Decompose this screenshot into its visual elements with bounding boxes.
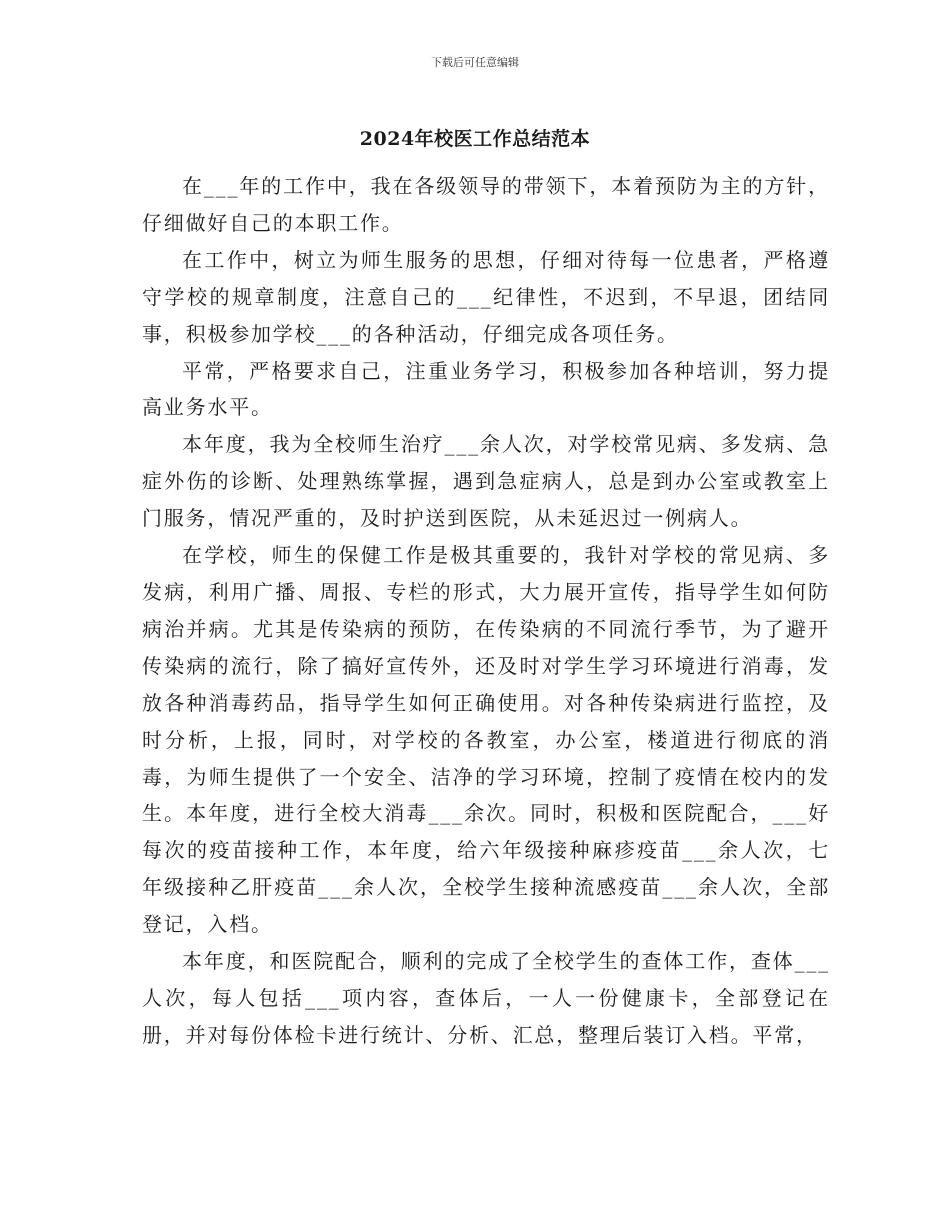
document-title: 2024年校医工作总结范本 (359, 128, 591, 150)
paragraph-6: 本年度，和医院配合，顺利的完成了全校学生的查体工作，查体___人次，每人包括___项内容，查体后，一人一份健康卡，全部登记在册，并对每份体检卡进行统计、分析、汇总，整理后装订入档。平常， (142, 949, 830, 1047)
paragraph-2: 在工作中，树立为师生服务的思想，仔细对待每一位患者，严格遵守学校的规章制度，注意自己的___纪律性，不迟到，不早退，团结同事，积极参加学校___的各种活动，仔细完成各项任务。 (142, 247, 830, 346)
paragraph-1: 在___年的工作中，我在各级领导的带领下，本着预防为主的方针，仔细做好自己的本职工作。 (142, 174, 830, 235)
paragraph-5: 在学校，师生的保健工作是极其重要的，我针对学校的常见病、多发病，利用广播、周报、专栏的形式，大力展开宣传，指导学生如何防病治并病。尤其是传染病的预防，在传染病的不同流行季节，为了避开传染病的流行，除了搞好宣传外，还及时对学生学习环境进行消毒，发放各种消毒药品，指导学生如何正确使用。对各种传染病进行监控，及时分析，上报，同时，对学校的各教室，办公室，楼道进行彻底的消毒，为师生提供了一个安全、洁净的学习环境，控制了疫情在校内的发生。本年度，进行全校大消毒___余次。同时，积极和医院配合，___好每次的疫苗接种工作，本年度，给六年级接种麻疹疫苗___余人次，七年级接种乙肝疫苗___余人次，全校学生接种流感疫苗___余人次，全部登记，入档。 (142, 543, 830, 937)
paragraph-3: 平常，严格要求自己，注重业务学习，积极参加各种培训，努力提高业务水平。 (142, 358, 830, 420)
paragraph-4: 本年度，我为全校师生治疗___余人次，对学校常见病、多发病、急症外伤的诊断、处理熟练掌握，遇到急症病人，总是到办公室或教室上门服务，情况严重的，及时护送到医院，从未延迟过一例病人。 (142, 432, 830, 531)
header-note: 下载后可任意编辑 (431, 56, 519, 69)
document-body (142, 168, 830, 1054)
